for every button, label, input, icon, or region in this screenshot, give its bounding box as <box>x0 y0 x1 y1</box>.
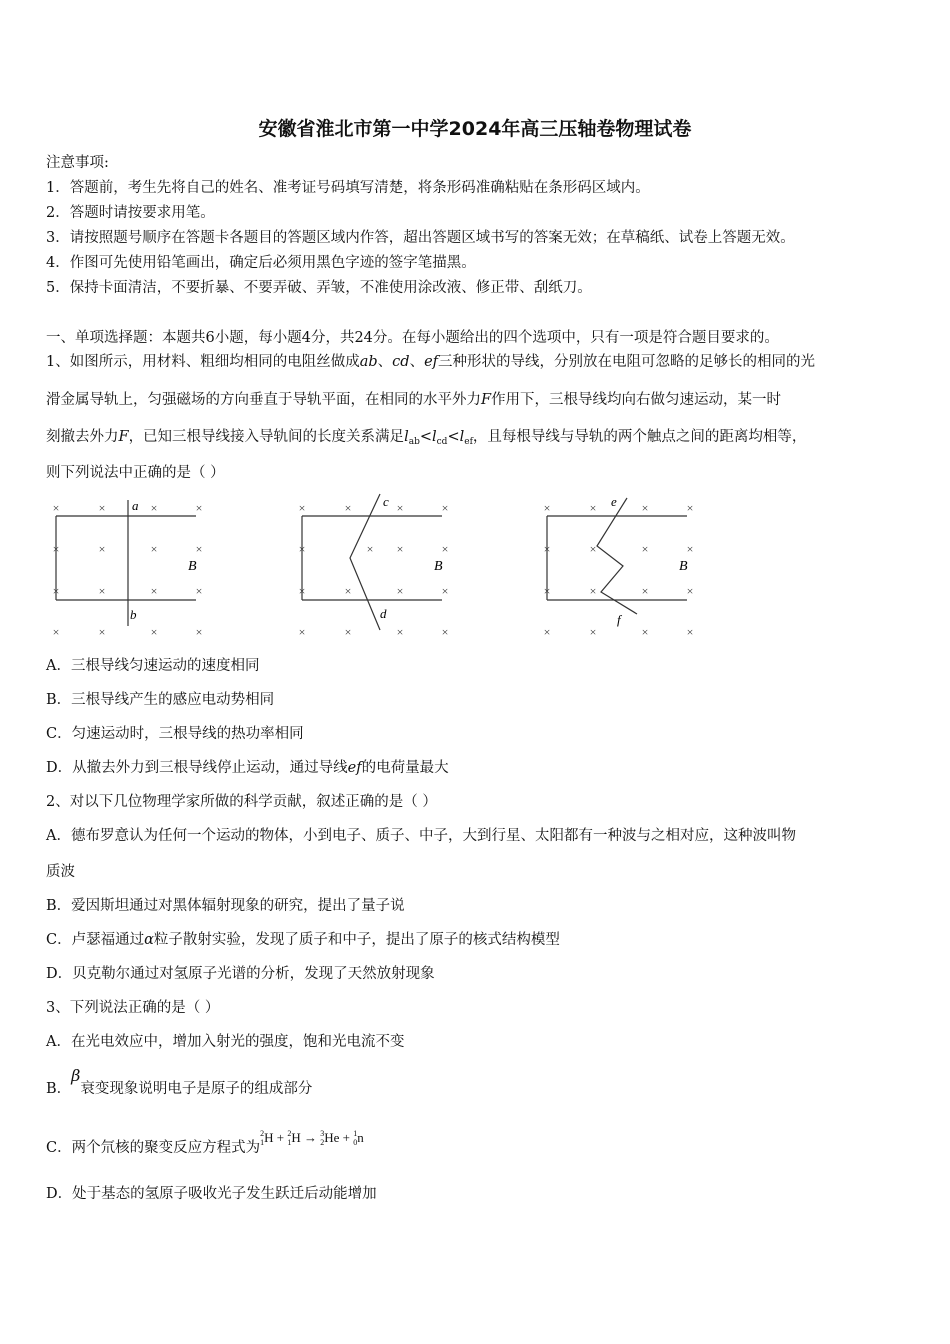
figure-cd <box>290 490 465 649</box>
option-text: C．卢瑟福通过 <box>46 932 145 948</box>
length-symbol: l <box>459 429 465 445</box>
q1-line-1 <box>46 352 916 372</box>
length-subscript: ef <box>464 437 473 447</box>
option-text: 粒子散射实验，发现了质子和中子，提出了原子的核式结构模型 <box>153 932 560 948</box>
cross: × <box>195 501 203 515</box>
cross: × <box>441 542 449 556</box>
cross: × <box>543 584 551 598</box>
label-d: d <box>380 606 387 621</box>
cross: × <box>298 625 306 639</box>
page-title: 安徽省淮北市第一中学2024年高三压轴卷物理试卷 <box>258 118 692 140</box>
label-e: e <box>611 494 617 509</box>
notice-item-5: 5．保持卡面清洁，不要折暴、不要弄破、弄皱，不准使用涂改液、修正带、刮纸刀。 <box>46 280 592 296</box>
q1-option-d <box>46 758 916 778</box>
cross: × <box>150 501 158 515</box>
less-than: < <box>419 429 432 445</box>
q1-line-3 <box>46 427 916 452</box>
q1-text: ，已知三根导线接入导轨间的长度关系满足 <box>128 429 405 445</box>
section-heading: 一、单项选择题：本题共6小题，每小题4分，共24分。在每小题给出的四个选项中，只有一项是符合题目要求的。 <box>46 330 779 346</box>
q1-line-2 <box>46 390 916 410</box>
cross: × <box>344 584 352 598</box>
length-subscript: ab <box>408 437 420 447</box>
q1-text: 1、如图所示，用材料、粗细均相同的电阻丝做成 <box>46 354 360 370</box>
cross: × <box>396 501 404 515</box>
q1-text: 三种形状的导线，分别放在电阻可忽略的足够长的相同的光 <box>438 354 816 370</box>
cross: × <box>344 625 352 639</box>
cross: × <box>98 584 106 598</box>
cross: × <box>52 542 60 556</box>
option-text: D．从撤去外力到三根导线停止运动，通过导线 <box>46 760 348 776</box>
q2-option-a-line-1: A．德布罗意认为任何一个运动的物体，小到电子、质子、中子，大到行星、太阳都有一种波与之相对应，这种波叫物 <box>46 828 796 844</box>
cross: × <box>195 584 203 598</box>
notice-item-2: 2．答题时请按要求用笔。 <box>46 205 215 221</box>
cross: × <box>396 625 404 639</box>
label-a: a <box>132 498 139 513</box>
beta-symbol: β <box>71 1066 81 1085</box>
force-symbol: F <box>481 392 492 408</box>
cross: × <box>543 542 551 556</box>
cross: × <box>298 584 306 598</box>
q1-text: 刻撤去外力 <box>46 429 119 445</box>
q3-option-a: A．在光电效应中，增加入射光的强度，饱和光电流不变 <box>46 1034 405 1050</box>
q3-option-c <box>46 1129 916 1160</box>
q3-option-d: D．处于基态的氢原子吸收光子发生跃迁后动能增加 <box>46 1186 377 1202</box>
cross: × <box>150 584 158 598</box>
cross: × <box>641 542 649 556</box>
q1-line-4: 则下列说法中正确的是（ ） <box>46 465 225 481</box>
cross: × <box>150 542 158 556</box>
sep: 、 <box>377 354 393 370</box>
cross: × <box>195 625 203 639</box>
cross: × <box>98 542 106 556</box>
wire-ab: ab <box>359 354 378 370</box>
cross: × <box>543 501 551 515</box>
figure-ef <box>535 490 710 649</box>
cross: × <box>98 501 106 515</box>
cross: × <box>195 542 203 556</box>
cross: × <box>396 542 404 556</box>
q1-option-c: C．匀速运动时，三根导线的热功率相同 <box>46 726 304 742</box>
cross: × <box>686 542 694 556</box>
cross: × <box>686 625 694 639</box>
field-label-b: B <box>434 559 443 574</box>
q2-stem: 2、对以下几位物理学家所做的科学贡献，叙述正确的是（ ） <box>46 794 437 810</box>
label-b: b <box>130 607 137 622</box>
field-label-b: B <box>188 559 197 574</box>
notice-item-3: 3．请按照题号顺序在答题卡各题目的答题区域内作答，超出答题区域书写的答案无效；在草稿纸、试卷上答题无效。 <box>46 230 795 246</box>
cross: × <box>441 584 449 598</box>
field-label-b: B <box>679 559 688 574</box>
cross: × <box>641 501 649 515</box>
cross: × <box>441 625 449 639</box>
option-text: C．两个氘核的聚变反应方程式为 <box>46 1140 261 1156</box>
wire-cd: cd <box>392 354 410 370</box>
q2-option-a-line-2: 质波 <box>46 864 75 880</box>
q3-stem: 3、下列说法正确的是（ ） <box>46 1000 220 1016</box>
q1-text: ，且每根导线与导轨的两个触点之间的距离均相等， <box>472 429 807 445</box>
q1-option-a: A．三根导线匀速运动的速度相同 <box>46 658 260 674</box>
cross: × <box>298 542 306 556</box>
wire-ef: ef <box>347 760 362 776</box>
figure-ab <box>44 490 219 649</box>
cross: × <box>52 625 60 639</box>
cross: × <box>396 584 404 598</box>
cross: × <box>589 625 597 639</box>
option-text: 衰变现象说明电子是原子的组成部分 <box>80 1081 313 1097</box>
q1-text: 作用下，三根导线均向右做匀速运动，某一时 <box>491 392 782 408</box>
sep: 、 <box>409 354 425 370</box>
q2-option-c <box>46 930 916 950</box>
cross: × <box>641 584 649 598</box>
option-label: B． <box>46 1081 72 1097</box>
notice-heading: 注意事项: <box>46 155 109 171</box>
q1-text: 滑金属导轨上，匀强磁场的方向垂直于导轨平面，在相同的水平外力 <box>46 392 481 408</box>
notice-item-1: 1．答题前，考生先将自己的姓名、准考证号码填写清楚，将条形码准确粘贴在条形码区域内。 <box>46 180 650 196</box>
cross: × <box>298 501 306 515</box>
cross: × <box>344 501 352 515</box>
q2-option-d: D．贝克勒尔通过对氢原子光谱的分析，发现了天然放射现象 <box>46 966 435 982</box>
alpha-symbol: α <box>144 932 154 948</box>
cross: × <box>366 542 374 556</box>
notice-item-4: 4．作图可先使用铅笔画出，确定后必须用黑色字迹的签字笔描黑。 <box>46 255 476 271</box>
fusion-equation: $^2_1$H + $^2_1$H → $^3_2$He + $^1_0$n <box>260 1129 364 1147</box>
cross: × <box>543 625 551 639</box>
length-subscript: cd <box>436 437 448 447</box>
cross: × <box>686 501 694 515</box>
cross: × <box>150 625 158 639</box>
q2-option-b: B．爱因斯坦通过对黑体辐射现象的研究，提出了量子说 <box>46 898 405 914</box>
force-symbol: F <box>118 429 129 445</box>
label-c: c <box>383 494 389 509</box>
cross: × <box>98 625 106 639</box>
q3-option-b <box>46 1066 916 1099</box>
label-f: f <box>617 612 621 627</box>
option-text: 的电荷量最大 <box>361 760 449 776</box>
cross: × <box>52 584 60 598</box>
cross: × <box>686 584 694 598</box>
length-symbol: l <box>432 429 437 445</box>
cross: × <box>52 501 60 515</box>
cross: × <box>441 501 449 515</box>
length-symbol: l <box>404 429 409 445</box>
cross: × <box>589 501 597 515</box>
cross: × <box>589 584 597 598</box>
q1-option-b: B．三根导线产生的感应电动势相同 <box>46 692 275 708</box>
wire-ef: ef <box>424 354 439 370</box>
cross: × <box>641 625 649 639</box>
less-than: < <box>447 429 460 445</box>
cross: × <box>589 542 597 556</box>
